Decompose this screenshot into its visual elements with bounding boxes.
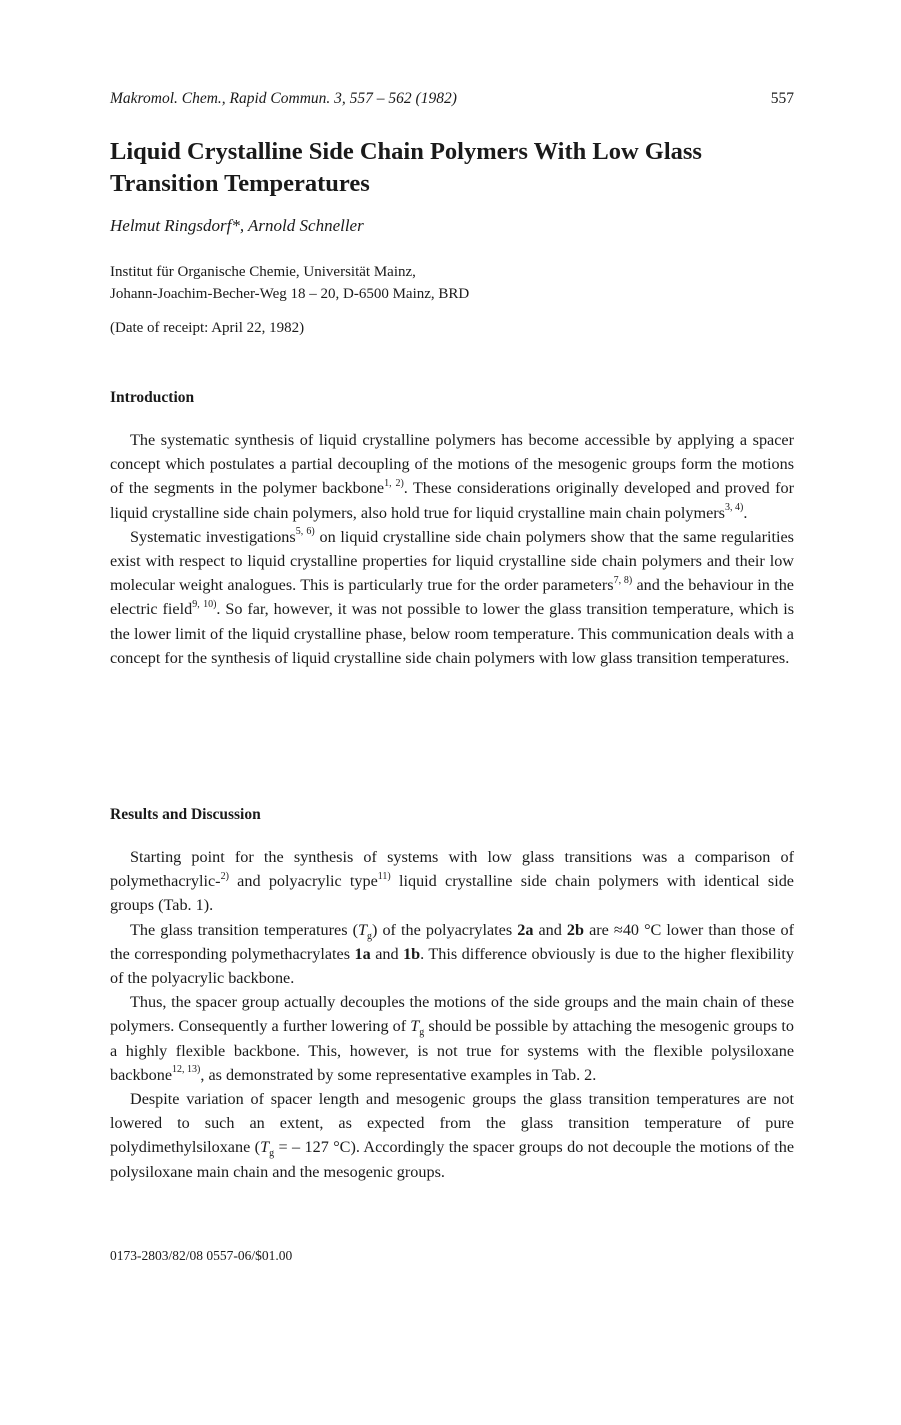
reference-marker: 2) [220, 870, 229, 882]
compound-label: 1a [354, 944, 371, 963]
compound-label: 2b [566, 920, 585, 939]
results-body [110, 845, 794, 1184]
article-authors: Helmut Ringsdorf*, Arnold Schneller [110, 216, 364, 235]
reference-marker: 1, 2) [384, 478, 404, 490]
reference-marker: 7, 8) [613, 574, 633, 586]
paragraph: Systematic investigations$^{5, 6)}$ on liquid crystalline side chain polymers show that the same regularities exist with respect to liquid crystalline properties for liquid crystalline side chain polymers and their low molecular weight analogues. This is particularly true for the order parameters$^{7, 8)}$ and the behaviour in the electric field$^{9, 10)}$. So far, however, it was not possible to lower the glass transition temperature, which is the lower limit of the liquid crystalline phase, below room temperature. This communication deals with a concept for the synthesis of liquid crystalline side chain polymers with low glass transition temperatures. [110, 526, 794, 667]
compound-label: 1b [403, 944, 421, 963]
introduction-body [110, 428, 794, 670]
reference-marker: 12, 13) [172, 1064, 201, 1076]
affiliation-line: Institut für Organische Chemie, Universität Mainz, [110, 264, 416, 280]
paragraph: The systematic synthesis of liquid crystalline polymers has become accessible by applying a spacer concept which postulates a partial decoupling of the motions of the mesogenic groups form the motions of the segments in the polymer backbone$^{1, 2)}$. These considerations originally developed and proved for liquid crystalline side chain polymers, also hold true for liquid crystalline main chain polymers$^{3, 4)}$. [110, 431, 794, 522]
affiliation-line: Johann-Joachim-Becher-Weg 18 – 20, D-6500 Mainz, BRD [110, 286, 470, 302]
reference-marker: 11) [377, 870, 391, 882]
paragraph: Starting point for the synthesis of systems with low glass transitions was a comparison of polymethacrylic-$^{2)}$ and polyacrylic type$^{11)}$ liquid crystalline side chain polymers with identical side groups (Tab. 1). [110, 848, 794, 915]
paragraph: The glass transition temperatures $(T_g)$ of the polyacrylates 2a and 2b are ≈40 °C lower than those of the corresponding polymethacrylates 1a and 1b. This difference obviously is due to the higher flexibility of the polyacrylic backbone. [110, 920, 795, 988]
introduction-heading: Introduction [110, 389, 195, 406]
copyright-code: 0173-2803/82/08 0557-06/$01.00 [110, 1248, 293, 1263]
compound-label: 2a [517, 920, 534, 939]
reference-marker: 3, 4) [724, 502, 744, 514]
reference-marker: 5, 6) [295, 526, 315, 538]
page-number: 557 [770, 90, 794, 107]
author-affiliation [110, 261, 469, 305]
paragraph: Despite variation of spacer length and mesogenic groups the glass transition temperatures are not lowered to such an extent, as expected from the glass transition temperature of pure polydimethylsiloxane ($T_g$ = – 127 °C). Accordingly the spacer groups do not decouple the motions of the polysiloxane main chain and the mesogenic groups. [110, 1090, 794, 1181]
results-heading: Results and Discussion [110, 806, 261, 823]
reference-marker: 9, 10) [192, 599, 217, 611]
journal-citation: Makromol. Chem., Rapid Commun. 3, 557 – 562 (1982) [110, 90, 457, 107]
article-title: Liquid Crystalline Side Chain Polymers With Low Glass Transition Temperatures [110, 138, 702, 197]
paragraph: Thus, the spacer group actually decouples the motions of the side groups and the main chain of these polymers. Consequently a further lowering of $T_g$ should be possible by attaching the mesogenic groups to a highly flexible backbone. This, however, is not true for systems with the flexible polysiloxane backbone$^{12, 13)}$, as demonstrated by some representative examples in Tab. 2. [110, 993, 794, 1084]
date-of-receipt: (Date of receipt: April 22, 1982) [110, 320, 305, 336]
running-header [110, 90, 794, 108]
